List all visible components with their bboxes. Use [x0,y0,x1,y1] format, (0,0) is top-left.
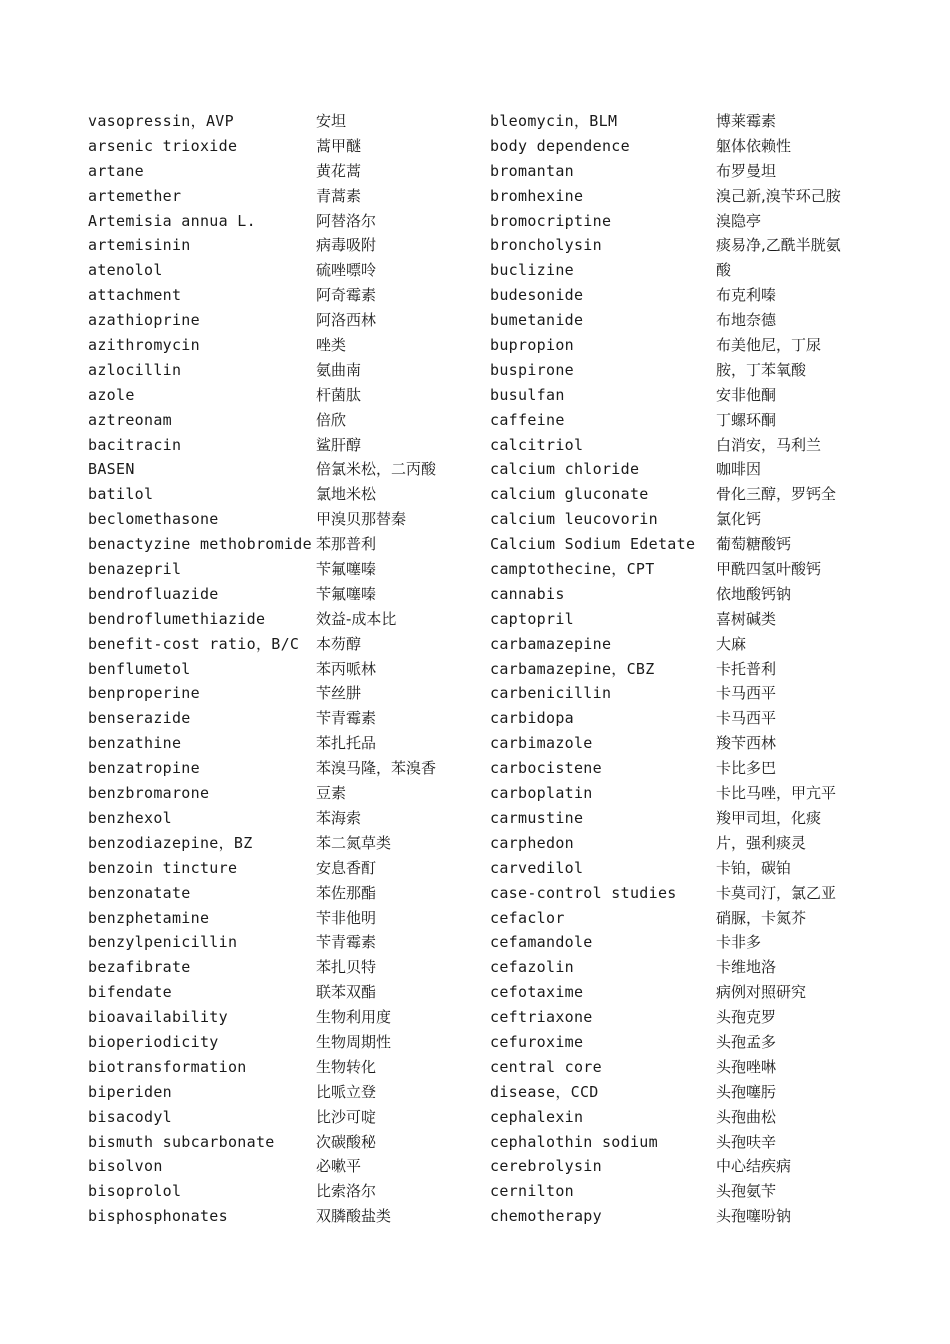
term-chinese: 苯二氮草类 [316,833,392,852]
term-english: cannabis [490,584,565,603]
term-chinese: 苄非他明 [316,908,377,927]
term-chinese: 卡马西平 [716,709,777,728]
term-chinese: 苄丝肼 [316,684,362,703]
term-chinese: 苯扎托品 [316,734,377,753]
term-chinese: 比沙可啶 [316,1107,377,1126]
term-chinese: 溴己新,溴苄环己胺 [716,186,841,205]
term-english: buspirone [490,360,574,379]
term-chinese: 卡比多巴 [716,759,777,778]
term-english: bacitracin [88,435,182,454]
term-english: ceftriaxone [490,1008,593,1027]
term-english: busulfan [490,385,565,404]
term-chinese: 苯佐那酯 [316,883,377,902]
term-english: disease，CCD [490,1082,599,1101]
term-english: broncholysin [490,236,602,255]
term-english: benzathine [88,734,182,753]
term-chinese: 生物周期性 [316,1032,392,1051]
term-english: carbidopa [490,709,574,728]
term-chinese: 布地奈德 [716,311,777,330]
term-chinese: 卡维地洛 [716,958,777,977]
term-english: bioavailability [88,1008,228,1027]
term-english: bleomycin，BLM [490,112,618,130]
term-english: bismuth subcarbonate [88,1132,275,1151]
term-english: benflumetol [88,659,191,678]
term-english: carbenicillin [490,684,612,703]
term-chinese: 头孢氨苄 [716,1182,777,1201]
term-english: benazepril [88,560,182,579]
term-chinese: 安坦 [316,112,347,130]
term-chinese: 生物转化 [316,1057,377,1076]
term-english: cephalexin [490,1107,584,1126]
term-english: buclizine [490,261,574,280]
term-chinese: 痰易净,乙酰半胱氨 [716,236,841,255]
term-english: carvedilol [490,858,584,877]
term-english: benzoin tincture [88,858,238,877]
term-english: cephalothin sodium [490,1132,658,1151]
term-english: bioperiodicity [88,1032,219,1051]
term-english: aztreonam [88,410,172,429]
term-english: benzylpenicillin [88,933,238,952]
column-english-2 [490,109,710,1229]
term-chinese: 苄氟噻嗪 [316,584,377,603]
term-chinese: 头孢噻吩钠 [716,1207,792,1226]
term-chinese: 布克利嗪 [716,286,777,305]
term-english: benefit-cost ratio，B/C [88,634,300,653]
term-english: benzhexol [88,808,172,827]
term-chinese: 卡比马唑，甲亢平 [716,784,837,803]
term-chinese: 中心结疾病 [716,1157,792,1176]
term-chinese: 倍氯米松，二丙酸 [316,460,437,479]
term-english: batilol [88,485,154,504]
term-english: cefuroxime [490,1032,584,1051]
term-chinese: 倍欣 [316,410,347,429]
column-chinese-1 [316,109,476,1229]
term-chinese: 苯丙哌林 [316,659,377,678]
term-english: Calcium Sodium Edetate [490,535,696,554]
term-english: azathioprine [88,311,200,330]
term-english: artemisinin [88,236,191,255]
term-english: azlocillin [88,360,182,379]
term-english: cernilton [490,1182,574,1201]
term-english: benzonatate [88,883,191,902]
term-chinese: 酸 [716,261,732,280]
term-chinese: 比哌立登 [316,1082,377,1101]
term-english: vasopressin，AVP [88,112,234,130]
term-chinese: 病例对照研究 [716,983,807,1002]
term-english: benactyzine methobromide [88,535,312,554]
term-english: beclomethasone [88,510,219,529]
term-chinese: 比索洛尔 [316,1182,377,1201]
term-chinese: 卡铂，碳铂 [716,858,792,877]
term-chinese: 氨曲南 [316,360,362,379]
term-english: bumetanide [490,311,584,330]
term-chinese: 头孢孟多 [716,1032,777,1051]
term-chinese: 躯体依赖性 [716,136,792,155]
term-chinese: 卡托普利 [716,659,777,678]
term-english: bezafibrate [88,958,191,977]
term-english: arsenic trioxide [88,136,238,155]
term-english: central core [490,1057,602,1076]
term-chinese: 硝脲，卡氮芥 [716,908,807,927]
term-chinese: 杆菌肽 [316,385,362,404]
term-english: bisoprolol [88,1182,182,1201]
term-chinese: 丁螺环酮 [716,410,777,429]
term-english: biperiden [88,1082,172,1101]
term-english: case-control studies [490,883,677,902]
term-english: cefazolin [490,958,574,977]
term-english: attachment [88,286,182,305]
term-english: bromocriptine [490,211,612,230]
term-chinese: 博莱霉素 [716,112,777,130]
term-english: benserazide [88,709,191,728]
term-chinese: 必嗽平 [316,1157,362,1176]
term-chinese: 布罗曼坦 [716,161,777,180]
term-english: artemether [88,186,182,205]
term-chinese: 甲溴贝那替秦 [316,510,407,529]
term-chinese: 安息香酊 [316,858,377,877]
term-chinese: 头孢呋辛 [716,1132,777,1151]
term-chinese: 苄青霉素 [316,709,377,728]
term-chinese: 胺，丁苯氧酸 [716,360,807,379]
term-chinese: 依地酸钙钠 [716,584,792,603]
term-chinese: 蒿甲醚 [316,136,362,155]
term-english: benzatropine [88,759,200,778]
term-chinese: 羧甲司坦，化痰 [716,808,822,827]
term-chinese: 头孢克罗 [716,1008,777,1027]
term-english: caffeine [490,410,565,429]
term-chinese: 硫唑嘌呤 [316,261,377,280]
term-chinese: 苄青霉素 [316,933,377,952]
term-chinese: 卡莫司汀，氯乙亚 [716,883,837,902]
term-english: bisphosphonates [88,1207,228,1226]
term-chinese: 头孢唑啉 [716,1057,777,1076]
term-english: azithromycin [88,336,200,355]
term-english: carbamazepine [490,634,612,653]
term-chinese: 联苯双酯 [316,983,377,1002]
term-chinese: 黄花蒿 [316,161,362,180]
term-chinese: 头孢曲松 [716,1107,777,1126]
term-english: calcitriol [490,435,584,454]
term-chinese: 苄氟噻嗪 [316,560,377,579]
term-english: calcium chloride [490,460,640,479]
term-english: camptothecine，CPT [490,560,655,579]
term-chinese: 溴隐亭 [716,211,762,230]
term-english: budesonide [490,286,584,305]
term-chinese: 苯海索 [316,808,362,827]
term-chinese: 氯化钙 [716,510,762,529]
term-chinese: 阿替洛尔 [316,211,377,230]
term-chinese: 效益-成本比 [316,609,397,628]
term-chinese: 苯扎贝特 [316,958,377,977]
term-english: captopril [490,609,574,628]
term-english: artane [88,161,144,180]
term-english: body dependence [490,136,630,155]
column-english-1 [88,109,310,1229]
term-chinese: 苯那普利 [316,535,377,554]
term-english: bifendate [88,983,172,1002]
term-chinese: 阿洛西林 [316,311,377,330]
term-english: Artemisia annua L. [88,211,256,230]
term-chinese: 卡马西平 [716,684,777,703]
term-chinese: 葡萄糖酸钙 [716,535,792,554]
term-english: chemotherapy [490,1207,602,1226]
term-chinese: 卡非多 [716,933,762,952]
term-chinese: 次碳酸秘 [316,1132,377,1151]
term-chinese: 豆素 [316,784,347,803]
term-chinese: 喜树碱类 [716,609,777,628]
term-english: biotransformation [88,1057,247,1076]
term-english: bendrofluazide [88,584,219,603]
term-english: benproperine [88,684,200,703]
term-english: cerebrolysin [490,1157,602,1176]
term-english: benzodiazepine，BZ [88,833,253,852]
term-chinese: 骨化三醇，罗钙全 [716,485,837,504]
term-english: bisacodyl [88,1107,172,1126]
term-chinese: 鲨肝醇 [316,435,362,454]
term-english: calcium gluconate [490,485,649,504]
term-english: carboplatin [490,784,593,803]
term-chinese: 双膦酸盐类 [316,1207,392,1226]
term-chinese: 片，强利痰灵 [716,833,807,852]
term-chinese: 唑类 [316,336,347,355]
column-chinese-2 [716,109,876,1229]
term-english: carbimazole [490,734,593,753]
term-chinese: 咖啡因 [716,460,762,479]
term-chinese: 布美他尼，丁尿 [716,336,822,355]
term-english: atenolol [88,261,163,280]
term-english: cefaclor [490,908,565,927]
term-english: carbocistene [490,759,602,778]
term-english: carbamazepine，CBZ [490,659,655,678]
term-chinese: 生物利用度 [316,1008,392,1027]
term-chinese: 氯地米松 [316,485,377,504]
term-english: bromantan [490,161,574,180]
term-english: benzphetamine [88,908,210,927]
term-chinese: 羧苄西林 [716,734,777,753]
term-chinese: 苯溴马隆，苯溴香 [316,759,437,778]
term-chinese: 青蒿素 [316,186,362,205]
term-chinese: 病毒吸附 [316,236,377,255]
term-english: cefotaxime [490,983,584,1002]
term-chinese: 甲酰四氢叶酸钙 [716,560,822,579]
term-english: cefamandole [490,933,593,952]
term-english: bromhexine [490,186,584,205]
term-english: carmustine [490,808,584,827]
term-chinese: 头孢噻肟 [716,1082,777,1101]
term-english: bupropion [490,336,574,355]
term-english: BASEN [88,460,135,479]
term-chinese: 阿奇霉素 [316,286,377,305]
term-english: azole [88,385,135,404]
term-english: carphedon [490,833,574,852]
term-chinese: 安非他酮 [716,385,777,404]
term-chinese: 白消安，马利兰 [716,435,822,454]
term-chinese: 本芴醇 [316,634,362,653]
term-english: bisolvon [88,1157,163,1176]
term-english: calcium leucovorin [490,510,658,529]
term-english: benzbromarone [88,784,210,803]
term-english: bendroflumethiazide [88,609,266,628]
term-chinese: 大麻 [716,634,747,653]
